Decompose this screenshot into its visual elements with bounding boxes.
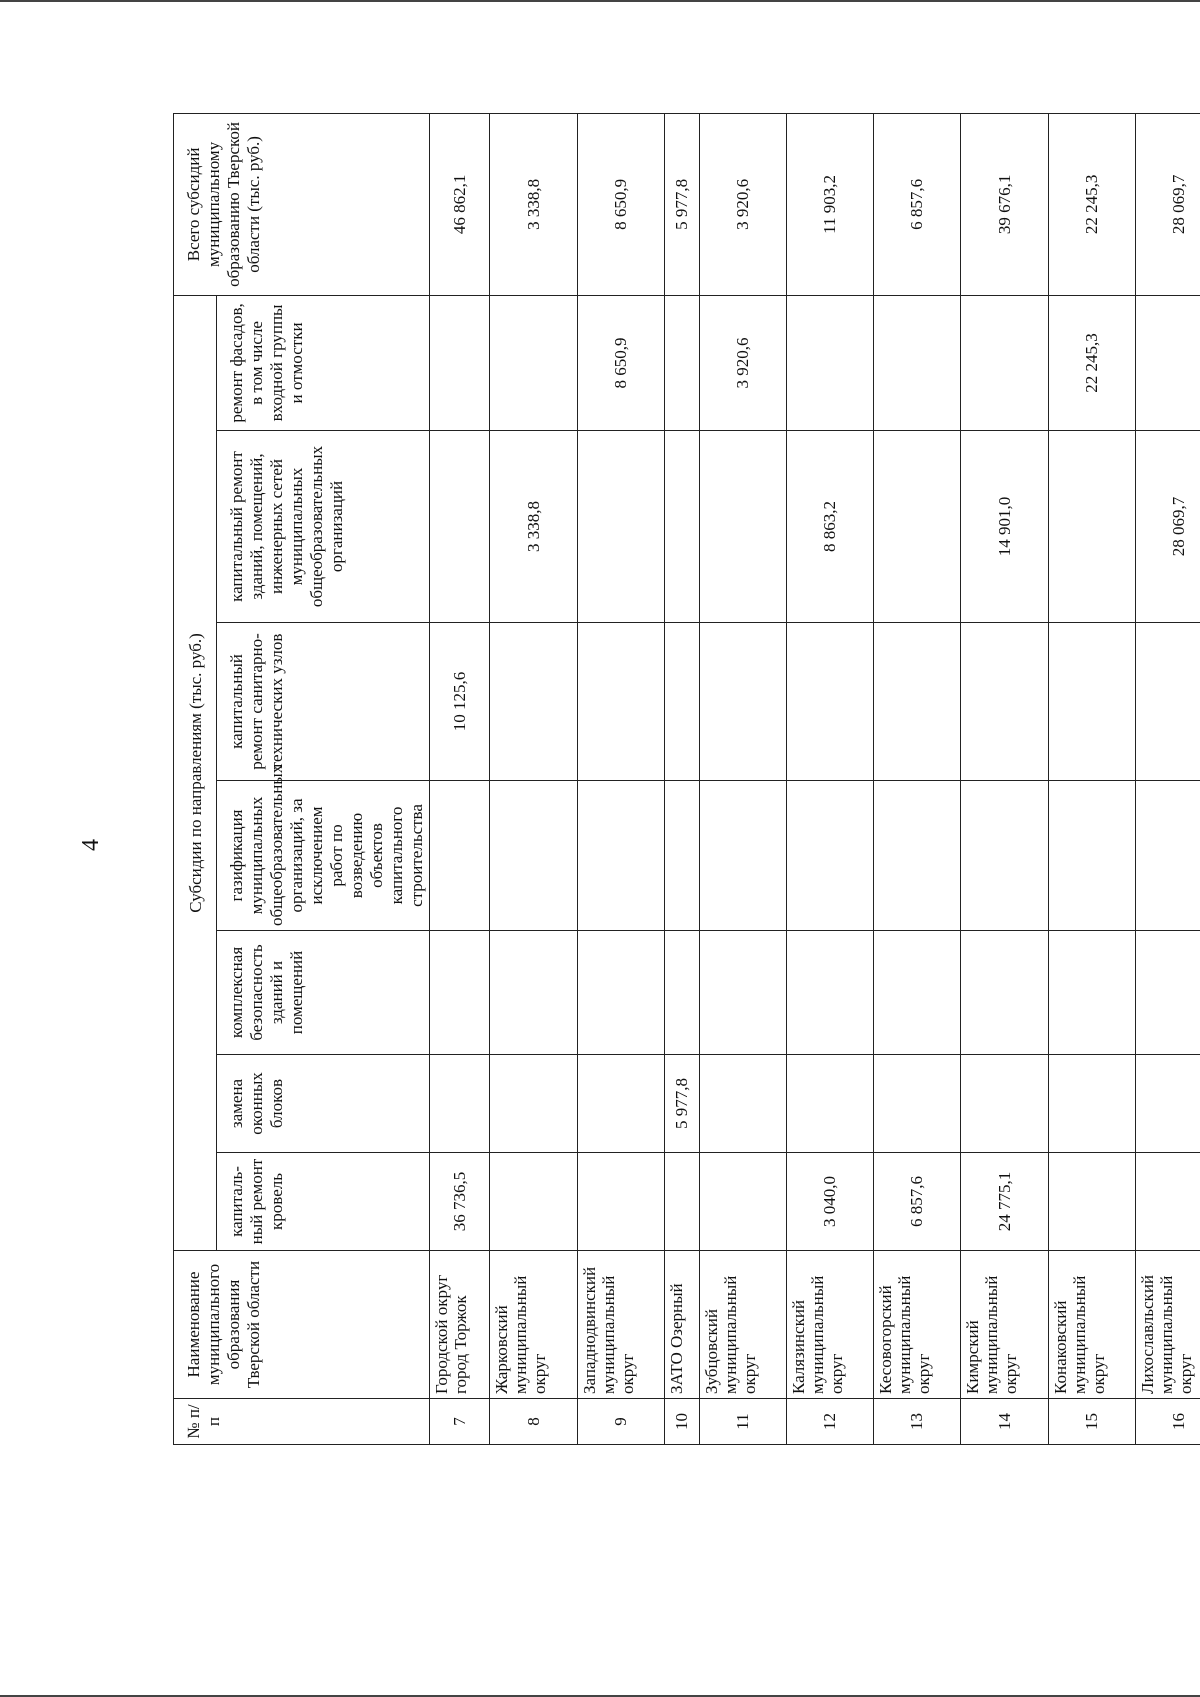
subsidy-value: 22 245,3: [1048, 295, 1135, 430]
subsidy-value: [1048, 931, 1135, 1055]
subsidy-value: [1135, 1153, 1200, 1251]
row-number: 12: [787, 1399, 874, 1445]
subsidy-value: [1135, 295, 1200, 430]
header-safety: комплексная безопасность зданий и помещений: [217, 931, 430, 1055]
subsidy-value: [1048, 623, 1135, 781]
municipality-name: Городской округ город Торжок: [430, 1251, 490, 1399]
header-roof: капиталь-ный ремонт кровель: [217, 1153, 430, 1251]
table-row: [430, 113, 490, 1444]
subsidy-value: 36 736,5: [430, 1153, 490, 1251]
header-facades: ремонт фасадов, в том числе входной группы и отмостки: [217, 295, 430, 430]
subsidy-value: [1135, 1055, 1200, 1153]
subsidy-value: [577, 931, 664, 1055]
row-number: 8: [490, 1399, 577, 1445]
subsidy-value: [664, 295, 699, 430]
total-value: 46 862,1: [430, 113, 490, 295]
subsidy-value: [787, 1055, 874, 1153]
subsidy-value: [1135, 931, 1200, 1055]
total-value: 11 903,2: [787, 113, 874, 295]
row-number: 16: [1135, 1399, 1200, 1445]
subsidy-value: 24 775,1: [961, 1153, 1048, 1251]
subsidy-value: [961, 781, 1048, 931]
row-number: 14: [961, 1399, 1048, 1445]
table-row: [577, 113, 664, 1444]
subsidy-value: 5 977,8: [664, 1055, 699, 1153]
subsidy-value: 3 338,8: [490, 431, 577, 623]
subsidy-value: [699, 1055, 786, 1153]
subsidy-value: [490, 295, 577, 430]
subsidy-value: [787, 295, 874, 430]
subsidy-value: [961, 1055, 1048, 1153]
header-name: Наименование муниципального образования Тверской области: [174, 1251, 430, 1399]
municipality-name: Западнодвинский муниципальный округ: [577, 1251, 664, 1399]
municipality-name: ЗАТО Озерный: [664, 1251, 699, 1399]
table-row: [699, 113, 786, 1444]
municipality-name: Жарковский муниципальный округ: [490, 1251, 577, 1399]
subsidy-value: [577, 1153, 664, 1251]
subsidy-value: [1048, 431, 1135, 623]
header-gas: газификация муниципальных общеобразовательных организаций, за исключением работ по возведению объектов капитального строительства: [217, 781, 430, 931]
subsidy-value: 3 040,0: [787, 1153, 874, 1251]
subsidy-value: [699, 431, 786, 623]
subsidy-value: 10 125,6: [430, 623, 490, 781]
page-number: 4: [78, 839, 104, 851]
subsidy-value: [1048, 1055, 1135, 1153]
subsidy-value: [699, 623, 786, 781]
subsidy-value: [874, 1055, 961, 1153]
subsidy-value: [699, 781, 786, 931]
municipality-name: Лихославльский муниципальный округ: [1135, 1251, 1200, 1399]
subsidy-value: [664, 623, 699, 781]
subsidy-value: [490, 931, 577, 1055]
municipality-name: Кесовогорский муниципальный округ: [874, 1251, 961, 1399]
subsidy-value: [1048, 1153, 1135, 1251]
subsidy-value: 3 920,6: [699, 295, 786, 430]
subsidy-value: [490, 781, 577, 931]
subsidy-value: [577, 623, 664, 781]
subsidy-value: [874, 295, 961, 430]
subsidy-value: [874, 623, 961, 781]
subsidy-value: [874, 431, 961, 623]
subsidy-value: 14 901,0: [961, 431, 1048, 623]
subsidy-value: 8 863,2: [787, 431, 874, 623]
subsidy-value: [1048, 781, 1135, 931]
subsidy-value: [430, 431, 490, 623]
header-total: Всего субсидий муниципальному образованию Тверской области (тыс. руб.): [174, 113, 430, 295]
subsidy-value: 6 857,6: [874, 1153, 961, 1251]
municipality-name: Зубцовский муниципальный округ: [699, 1251, 786, 1399]
subsidy-value: 8 650,9: [577, 295, 664, 430]
rotated-table-container: [173, 114, 1200, 1445]
subsidy-value: [664, 781, 699, 931]
subsidy-value: [874, 781, 961, 931]
table-row: [490, 113, 577, 1444]
row-number: 7: [430, 1399, 490, 1445]
table-row: [1135, 113, 1200, 1444]
table-row: [874, 113, 961, 1444]
subsidy-value: [961, 623, 1048, 781]
subsidy-table-area: [173, 114, 1200, 1445]
subsidy-value: [430, 295, 490, 430]
subsidy-value: [874, 931, 961, 1055]
total-value: 8 650,9: [577, 113, 664, 295]
subsidy-value: [490, 1153, 577, 1251]
total-value: 28 069,7: [1135, 113, 1200, 295]
municipality-name: Кимрский муниципальный округ: [961, 1251, 1048, 1399]
total-value: 22 245,3: [1048, 113, 1135, 295]
header-buildings: капитальный ремонт зданий, помещений, инженерных сетей муниципальных общеобразовательных организаций: [217, 431, 430, 623]
row-number: 13: [874, 1399, 961, 1445]
header-windows: замена оконных блоков: [217, 1055, 430, 1153]
subsidy-value: [787, 623, 874, 781]
subsidy-value: [664, 1153, 699, 1251]
header-group: Субсидии по направлениям (тыс. руб.): [174, 295, 217, 1250]
municipality-name: Калязинский муниципальный округ: [787, 1251, 874, 1399]
total-value: 6 857,6: [874, 113, 961, 295]
row-number: 15: [1048, 1399, 1135, 1445]
table-row: [961, 113, 1048, 1444]
subsidy-value: [430, 781, 490, 931]
total-value: 3 920,6: [699, 113, 786, 295]
row-number: 9: [577, 1399, 664, 1445]
subsidy-value: [961, 295, 1048, 430]
subsidy-value: [1135, 781, 1200, 931]
subsidy-value: [787, 781, 874, 931]
subsidy-value: [699, 1153, 786, 1251]
subsidy-value: [430, 931, 490, 1055]
subsidy-value: [787, 931, 874, 1055]
table-row: [1048, 113, 1135, 1444]
header-num: № п/п: [174, 1399, 430, 1445]
municipality-name: Конаковский муниципальный округ: [1048, 1251, 1135, 1399]
subsidy-value: [490, 623, 577, 781]
subsidy-value: [577, 431, 664, 623]
row-number: 11: [699, 1399, 786, 1445]
total-value: 39 676,1: [961, 113, 1048, 295]
row-number: 10: [664, 1399, 699, 1445]
subsidy-table: [173, 113, 1200, 1445]
subsidy-value: [664, 431, 699, 623]
total-value: 3 338,8: [490, 113, 577, 295]
subsidy-value: [664, 931, 699, 1055]
subsidy-value: [961, 931, 1048, 1055]
subsidy-value: [490, 1055, 577, 1153]
table-row: [664, 113, 699, 1444]
subsidy-value: [1135, 623, 1200, 781]
subsidy-value: [577, 781, 664, 931]
subsidy-value: [699, 931, 786, 1055]
subsidy-value: 28 069,7: [1135, 431, 1200, 623]
subsidy-value: [577, 1055, 664, 1153]
subsidy-value: [430, 1055, 490, 1153]
header-sanitary: капитальный ремонт санитарно-технических узлов: [217, 623, 430, 781]
table-row: [787, 113, 874, 1444]
total-value: 5 977,8: [664, 113, 699, 295]
